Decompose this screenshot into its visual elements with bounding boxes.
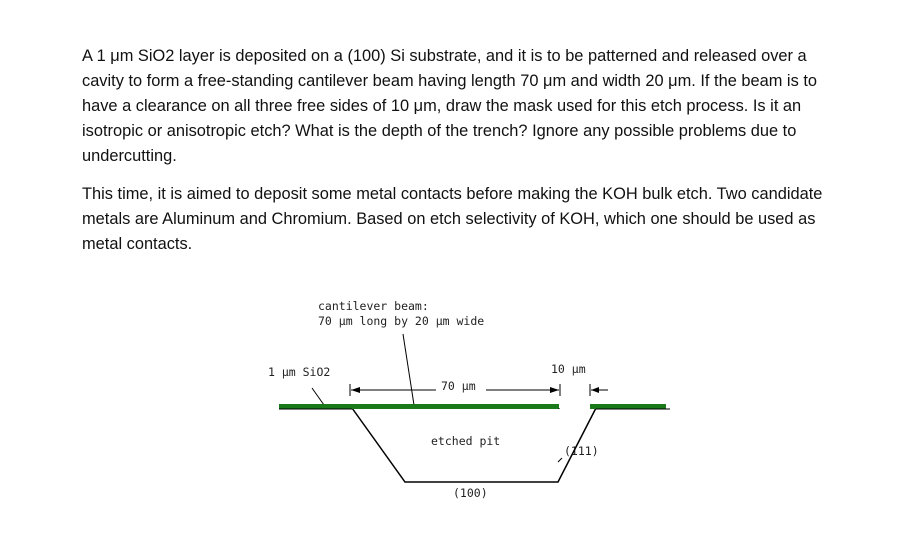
length-label: 70 μm: [441, 379, 476, 393]
question-paragraph-1: A 1 μm SiO2 layer is deposited on a (100) Si substrate, and it is to be patterned and released over a cavity to form a free-standing cantilever beam having length 70 μm and width 20 μm. If the beam is to have a clearance on all three free sides of 10 μm, draw the mask used for this etch process. Is it an isotropic or anisotropic etch? What is the depth of the trench? Ignore any possible problems due to undercutting.: [82, 47, 817, 165]
beam-label-line1: cantilever beam:: [318, 299, 429, 313]
pit-label: etched pit: [431, 434, 501, 448]
sio2-right-layer: [590, 404, 666, 409]
beam-label-line2: 70 μm long by 20 μm wide: [318, 314, 485, 328]
sio2-cantilever-beam: [279, 404, 559, 409]
length-dim-left-arrow: [351, 387, 360, 393]
sio2-label: 1 μm SiO2: [268, 365, 331, 379]
sio2-leader-line: [312, 388, 324, 405]
question-paragraph-2: This time, it is aimed to deposit some metal contacts before making the KOH bulk etch. Two candidate metals are Aluminum and Chromium. Based on etch selectivity of KOH, which one should be used as metal contacts.: [82, 185, 823, 253]
beam-leader-line: [403, 334, 414, 405]
gap-dim-arrow: [591, 387, 599, 393]
gap-label: 10 μm: [551, 362, 586, 376]
cantilever-cross-section-figure: [262, 292, 682, 512]
bottom-label: (100): [453, 486, 488, 500]
length-dim-right-arrow: [550, 387, 559, 393]
sidewall-label: (111): [564, 444, 599, 458]
sidewall-leader: [558, 458, 562, 462]
